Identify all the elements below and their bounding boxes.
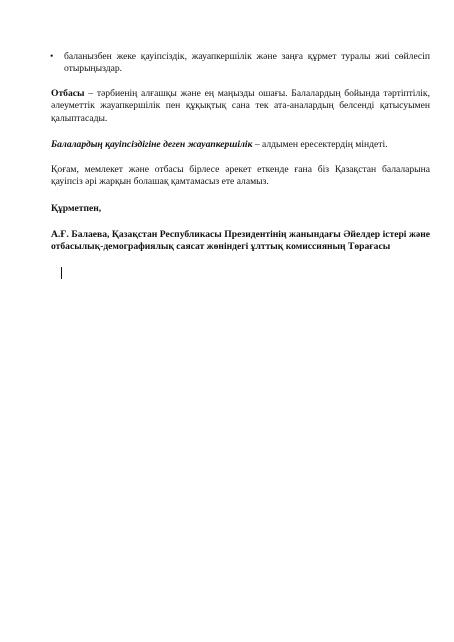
paragraph-society: Қоғам, мемлекет және отбасы бірлесе әрекет еткенде ғана біз Қазақстан балаларына қауіпсіз әрі жарқын болашақ қамтамасыз ете аламыз. — [51, 164, 430, 188]
signature-block: А.Ғ. Балаева, Қазақстан Республикасы Президентінің жанындағы Әйелдер істері және отбасылық-демографиялық саясат жөніндегі ұлттық комиссияның Төрағасы — [51, 229, 430, 253]
closing-greeting: Құрметпен, — [51, 203, 102, 214]
bullet-item — [50, 51, 430, 76]
paragraph-family-lead: Отбасы — [51, 88, 85, 99]
paragraph-responsibility-lead: Балалардың қауіпсіздігіне деген жауапкершілік — [51, 139, 253, 150]
text-cursor[interactable] — [61, 267, 62, 279]
bullet-marker: • — [50, 51, 54, 62]
paragraph-responsibility — [51, 139, 430, 151]
paragraph-family-body: – тәрбиенің алғашқы және ең маңызды ошағы. Балалардың бойында тәртіптілік, әлеуметтік жауапкершілік пен құқықтық сана тек ата-аналардың белсенді қатысуымен қалыптасады. — [51, 88, 430, 124]
paragraph-responsibility-body: – алдымен ересектердің міндеті. — [252, 139, 388, 150]
paragraph-family — [51, 88, 430, 125]
bullet-text: баланызбен жеке қауіпсіздік, жауапкершілік және заңға құрмет туралы жиі сөйлесіп отырыңыздар. — [64, 51, 430, 75]
